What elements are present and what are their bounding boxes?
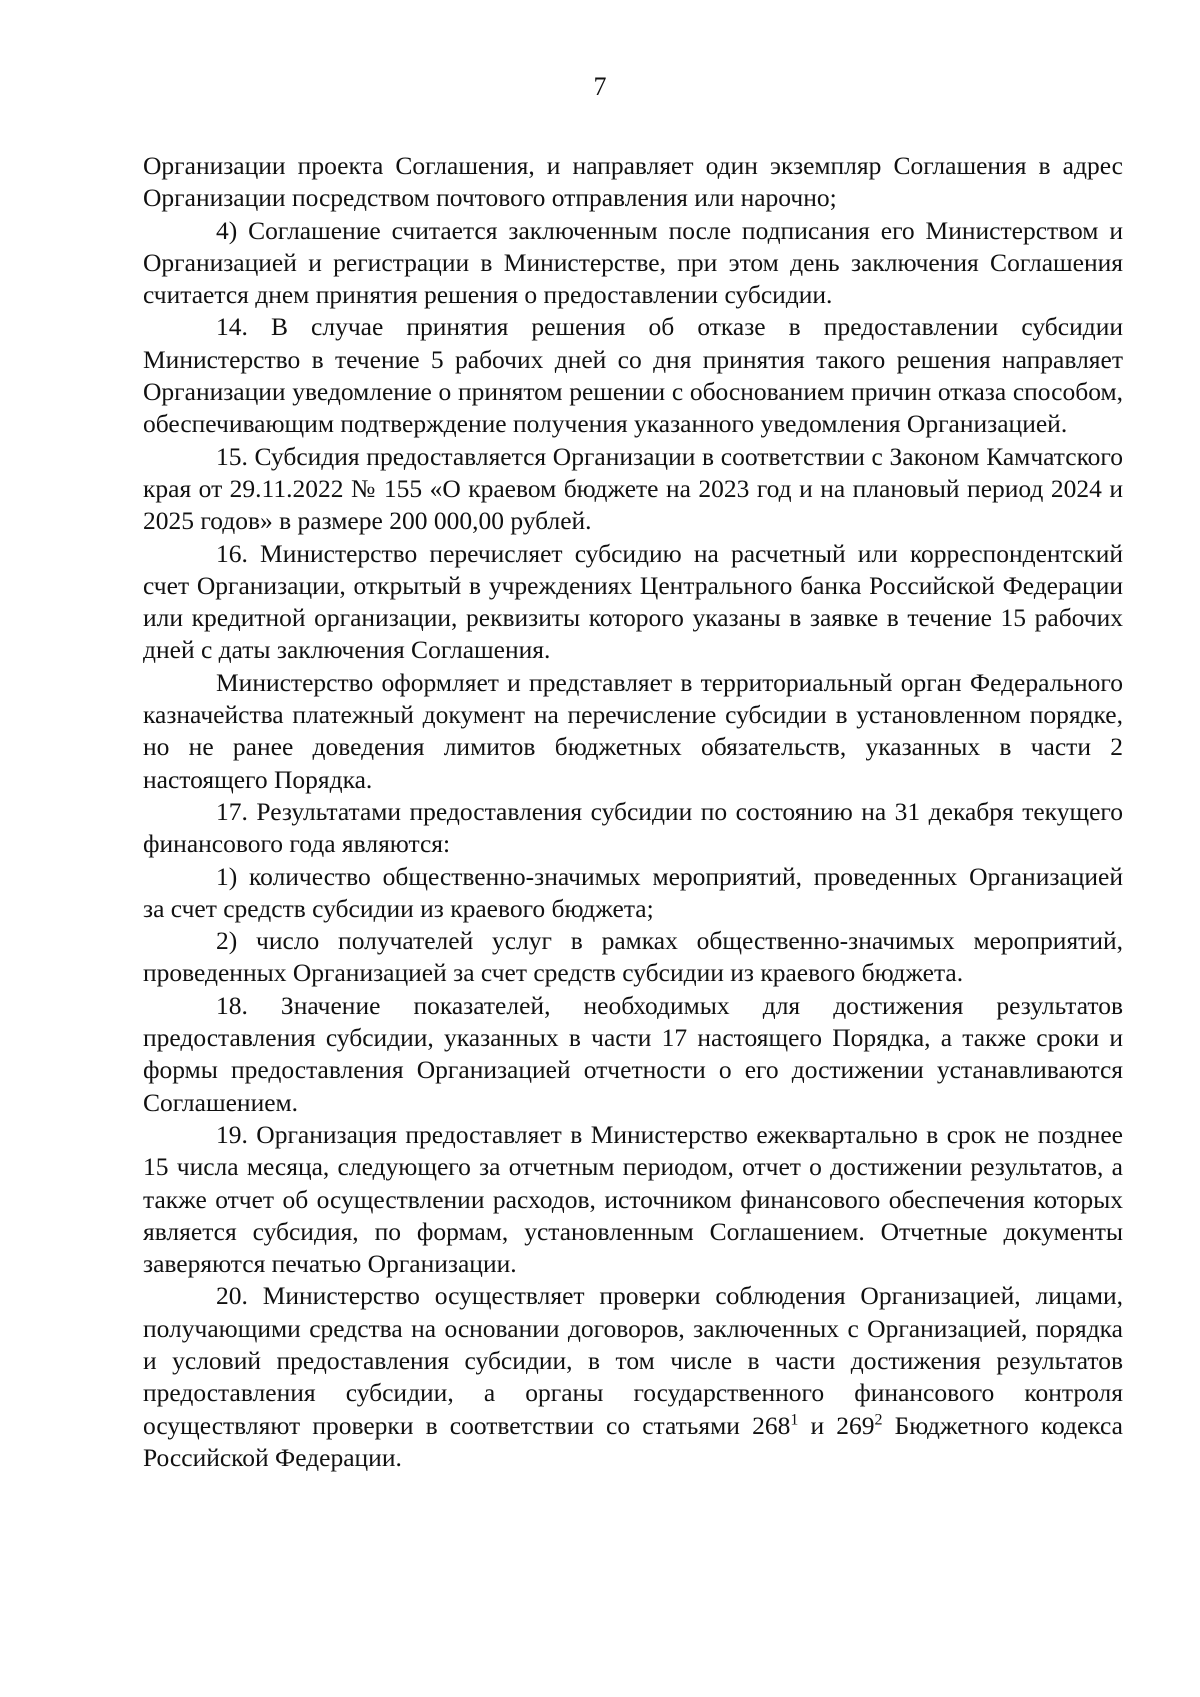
page-number: 7 <box>593 72 607 101</box>
paragraph-16-continued: Министерство оформляет и представляет в территориальный орган Федерального казначейства платежный документ на перечисление субсидии в установленном порядке, но не ранее доведения лимитов бюджетных обязательств, указанных в части 2 настоящего Порядка. <box>143 667 1123 794</box>
superscript-1: 1 <box>790 1411 799 1429</box>
document-body <box>143 150 1123 1474</box>
paragraph-17-item-1: 1) количество общественно-значимых мероприятий, проведенных Организацией за счет средств субсидии из краевого бюджета; <box>143 861 1123 923</box>
paragraph-20 <box>143 1280 1123 1474</box>
paragraph-20-text: 20. Министерство осуществляет проверки соблюдения Организацией, лицами, получающими средства на основании договоров, заключенных с Организацией, порядка и условий предоставления субсидии, в том числе в части достижения результатов предоставления субсидии, а органы государственного финансового контроля осуществляют проверки в соответствии со статьями 268 <box>143 1281 1123 1440</box>
paragraph-15: 15. Субсидия предоставляется Организации в соответствии с Законом Камчатского края от 29.11.2022 № 155 «О краевом бюджете на 2023 год и на плановый период 2024 и 2025 годов» в размере 200 000,00 рублей. <box>143 441 1123 536</box>
paragraph-17-item-2: 2) число получателей услуг в рамках общественно-значимых мероприятий, проведенных Организацией за счет средств субсидии из краевого бюджета. <box>143 926 1123 988</box>
paragraph-14: 14. В случае принятия решения об отказе в предоставлении субсидии Министерство в течение 5 рабочих дней со дня принятия такого решения направляет Организации уведомление о принятом решении с обоснованием причин отказа способом, обеспечивающим подтверждение получения указанного уведомления Организацией. <box>143 312 1123 439</box>
paragraph-17: 17. Результатами предоставления субсидии по состоянию на 31 декабря текущего финансового года являются: <box>143 796 1123 859</box>
paragraph-20-tail: Бюджетного кодекса Российской Федерации. <box>143 1410 1123 1472</box>
paragraph-16: 16. Министерство перечисляет субсидию на расчетный или корреспондентский счет Организации, открытый в учреждениях Центрального банка Российской Федерации или кредитной организации, реквизиты которого указаны в заявке в течение 15 рабочих дней с даты заключения Соглашения. <box>143 538 1123 665</box>
paragraph-continuation: Организации проекта Соглашения, и направляет один экземпляр Соглашения в адрес Организации посредством почтового отправления или нарочно; <box>143 151 1123 213</box>
paragraph-18: 18. Значение показателей, необходимых для достижения результатов предоставления субсидии, указанных в части 17 настоящего Порядка, а также сроки и формы предоставления Организацией отчетности о его достижении устанавливаются Соглашением. <box>143 990 1123 1117</box>
paragraph-20-mid: и 269 <box>798 1410 875 1440</box>
paragraph-19: 19. Организация предоставляет в Министерство ежеквартально в срок не позднее 15 числа месяца, следующего за отчетным периодом, отчет о достижении результатов, а также отчет об осуществлении расходов, источником финансового обеспечения которых является субсидия, по формам, установленным Соглашением. Отчетные документы заверяются печатью Организации. <box>143 1119 1123 1279</box>
superscript-2: 2 <box>874 1411 883 1429</box>
paragraph-item-4: 4) Соглашение считается заключенным после подписания его Министерством и Организацией и регистрации в Министерстве, при этом день заключения Соглашения считается днем принятия решения о предоставлении субсидии. <box>143 215 1123 310</box>
